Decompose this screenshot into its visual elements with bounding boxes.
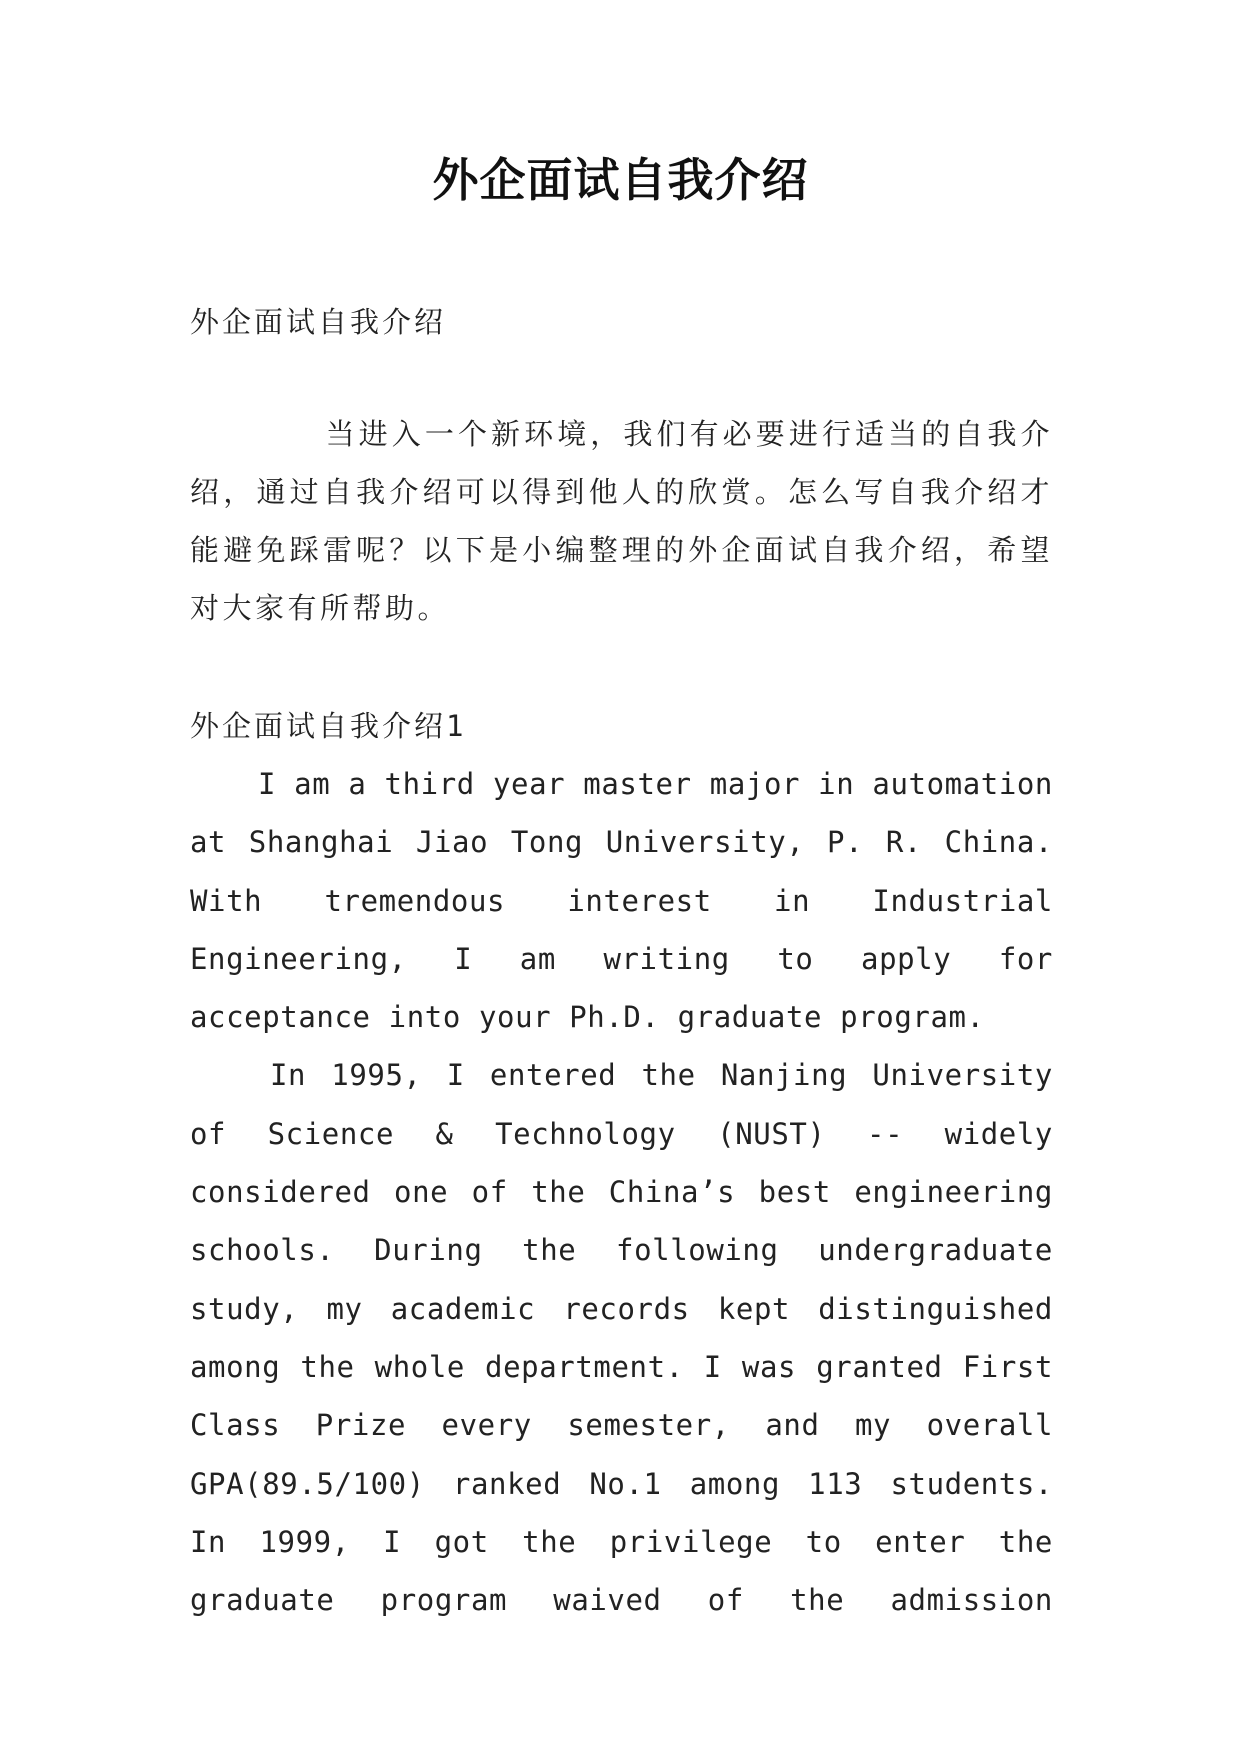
section-heading: 外企面试自我介绍1 (190, 709, 467, 743)
document-subtitle: 外企面试自我介绍 (190, 305, 447, 339)
intro-paragraph (190, 405, 1053, 637)
intro-text: 当进入一个新环境，我们有必要进行适当的自我介绍，通过自我介绍可以得到他人的欣赏。怎么写自我介绍才能避免踩雷呢？以下是小编整理的外企面试自我介绍，希望对大家有所帮助。 (190, 417, 1053, 625)
body-paragraph-1: I am a third year master major in automation at Shanghai Jiao Tong University, P. R. China. With tremendous interest in Industrial Engineering, I am writing to apply for acceptance into your Ph.D. graduate program. (190, 767, 1053, 1035)
english-body (190, 755, 1053, 1629)
body-paragraph-2: In 1995, I entered the Nanjing University of Science & Technology (NUST) -- widely considered one of the China’s best engineering schools. During the following undergraduate study, my academic records kept distinguished among the whole department. I was granted First Class Prize every semester, and my overall GPA(89.5/100) ranked No.1 among 113 students. In 1999, I got the privilege to enter the graduate program waived of the admission (190, 1058, 1053, 1618)
document-title: 外企面试自我介绍 (432, 153, 809, 207)
